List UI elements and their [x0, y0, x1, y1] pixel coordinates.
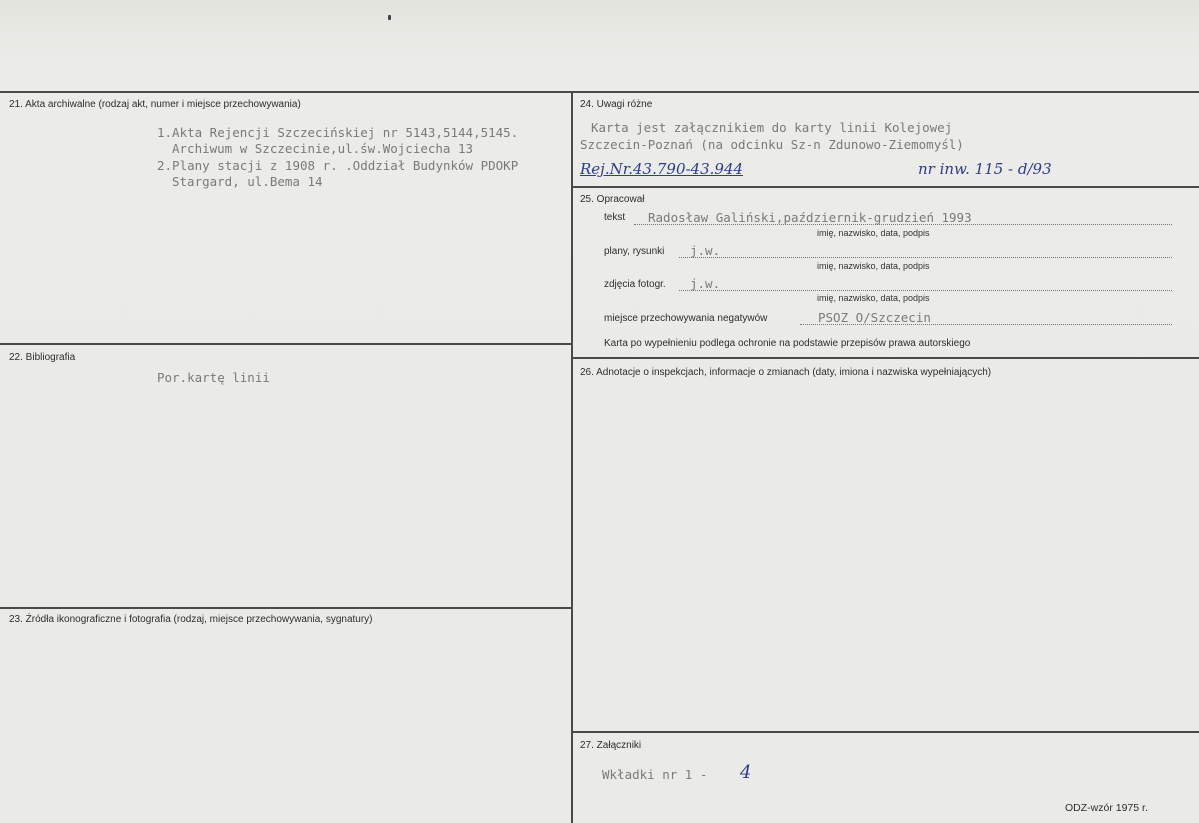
section-21-line-2: Archiwum w Szczecinie,ul.św.Wojciecha 13 [172, 141, 474, 156]
negatywy-line [800, 324, 1172, 325]
top-rule [0, 91, 1199, 93]
negatywy-value: PSOZ O/Szczecin [818, 310, 931, 325]
divider-22-23 [0, 607, 573, 609]
attachment-count-handwritten: 4 [740, 762, 752, 783]
zdjecia-label: zdjęcia fotogr. [604, 279, 666, 290]
negatywy-label: miejsce przechowywania negatywów [604, 313, 768, 324]
section-22-text: Por.kartę linii [157, 370, 270, 385]
divider-26-27 [572, 731, 1199, 733]
form-id: ODZ-wzór 1975 r. [1065, 802, 1148, 814]
section-25-label: 25. Opracował [580, 194, 645, 205]
section-23-label: 23. Źródła ikonograficzne i fotografia (rodzaj, miejsce przechowywania, sygnatury) [9, 614, 373, 625]
section-21-line-3: 2.Plany stacji z 1908 r. .Oddział Budynków PDOKP [157, 158, 519, 173]
copyright-note: Karta po wypełnieniu podlega ochronie na podstawie przepisów prawa autorskiego [604, 338, 971, 349]
section-27-text: Wkładki nr 1 - [602, 767, 708, 782]
plany-value: j.w. [690, 243, 721, 258]
tekst-line [634, 224, 1172, 225]
section-24-line-2: Szczecin-Poznań (na odcinku Sz-n Zdunowo-Ziemomyśl) [580, 137, 964, 152]
section-21-label: 21. Akta archiwalne (rodzaj akt, numer i miejsce przechowywania) [9, 99, 301, 110]
plany-caption: imię, nazwisko, data, podpis [817, 261, 930, 271]
tekst-value: Radosław Galiński,październik-grudzień 1993 [648, 210, 972, 225]
zdjecia-value: j.w. [690, 276, 721, 291]
divider-21-22 [0, 343, 573, 345]
section-24-line-1: Karta jest załącznikiem do karty linii Kolejowej [591, 120, 953, 135]
center-divider [571, 91, 573, 823]
plany-line [679, 257, 1172, 258]
plany-label: plany, rysunki [604, 246, 665, 257]
zdjecia-line [679, 290, 1172, 291]
tekst-caption: imię, nazwisko, data, podpis [817, 228, 930, 238]
section-22-label: 22. Bibliografia [9, 352, 76, 363]
divider-24-25 [572, 186, 1199, 188]
register-number-handwritten: Rej.Nr.43.790-43.944 [580, 160, 744, 178]
section-21-line-1: 1.Akta Rejencji Szczecińskiej nr 5143,5144,5145. [157, 125, 519, 140]
inventory-number-handwritten: nr inw. 115 - d/93 [918, 160, 1052, 178]
section-27-label: 27. Załączniki [580, 740, 642, 751]
section-21-line-4: Stargard, ul.Bema 14 [172, 174, 323, 189]
divider-25-26 [572, 357, 1199, 359]
punch-mark [388, 15, 391, 20]
section-26-label: 26. Adnotacje o inspekcjach, informacje o zmianach (daty, imiona i nazwiska wypełniających) [580, 367, 992, 378]
tekst-label: tekst [604, 212, 626, 223]
section-24-label: 24. Uwagi różne [580, 99, 653, 110]
zdjecia-caption: imię, nazwisko, data, podpis [817, 293, 930, 303]
